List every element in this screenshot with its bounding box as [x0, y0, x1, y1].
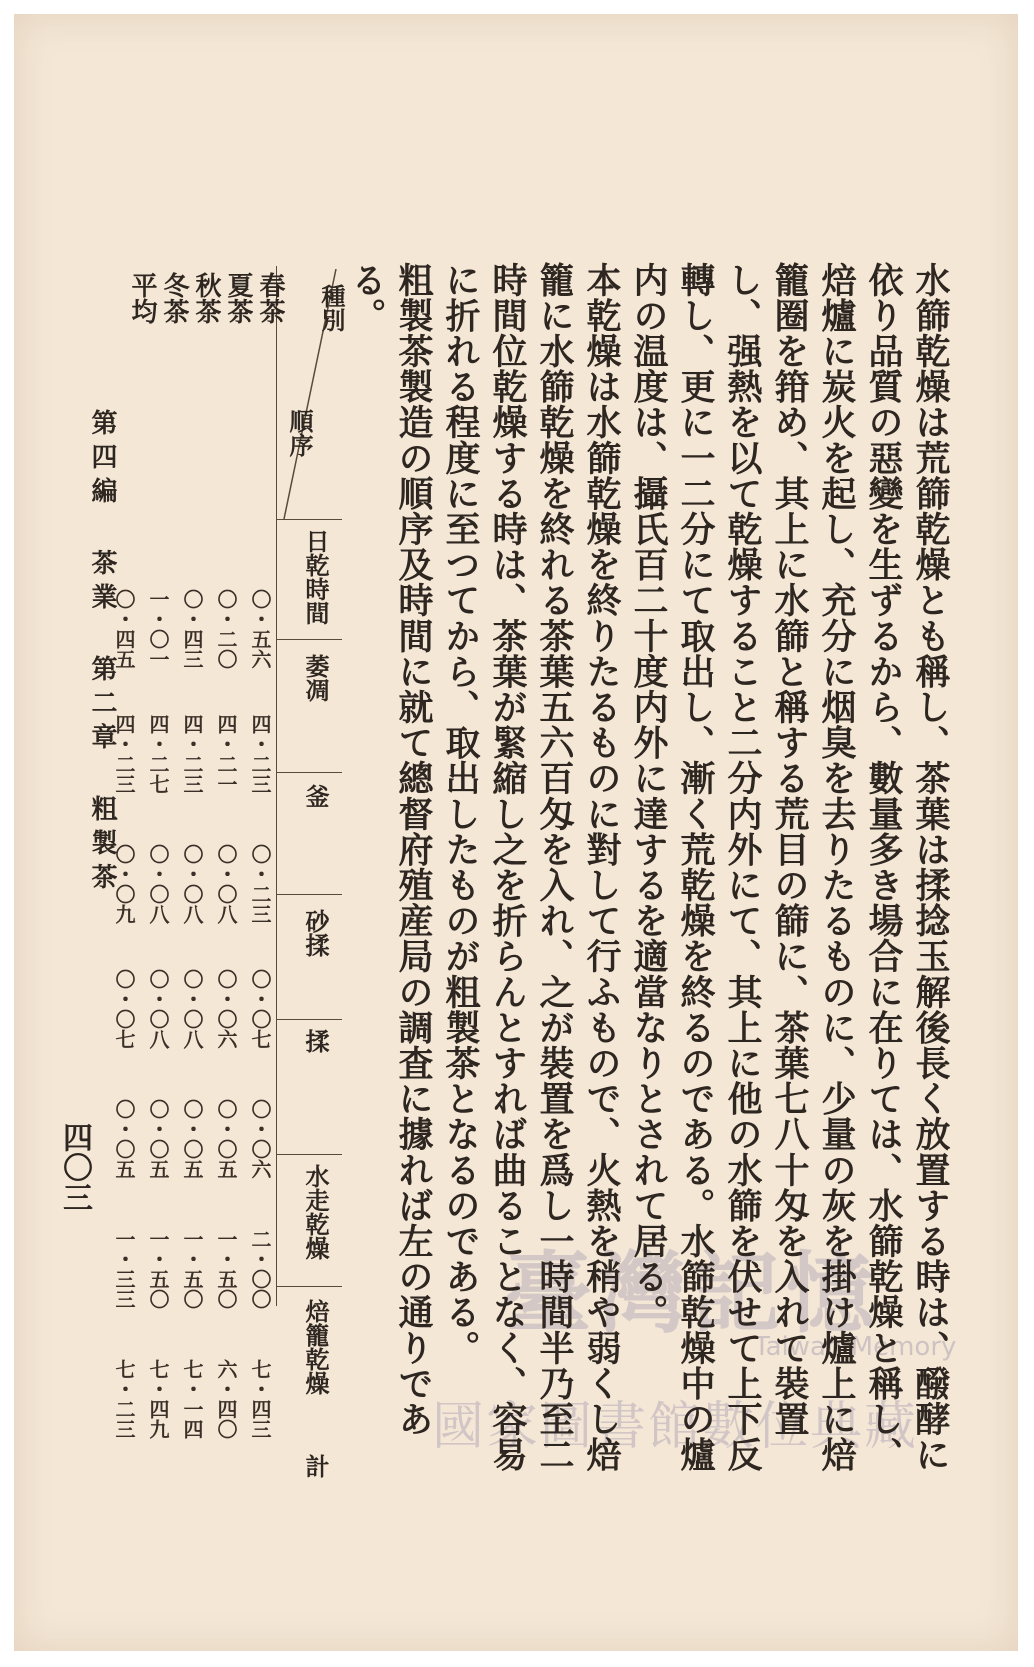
table-cell: 一・三三	[112, 1229, 136, 1309]
col-head-sun-dry: 日乾時間	[301, 529, 330, 625]
watermark-taiwan-memory: 臺灣記憶	[504, 1241, 881, 1345]
paragraph-1: 水篩乾燥は荒篩乾燥とも稱し、茶葉は揉捻玉解後長く放置する時は、醱酵に依り品質の惡變を生ずるから、數量多き場合に在りては、水篩乾燥と稱し、焙爐に炭火を起し、充分に烟臭を去りたるものに、少量の灰を掛け爐上に焙籠圈を箝め、其上に水篩と稱する荒目の篩に、茶葉七八十匁を入れて裝置し、强熱を以て乾燥すること二分内外にて、其上に他の水篩を伏せて上下反轉し、更に一二分にて取出し、漸く荒乾燥を終るのである。水篩乾燥中の爐内の温度は、攝氏百二十度内外に達するを適當なりとされて居る。	[628, 262, 951, 1473]
table-cell: 七・四三	[248, 1359, 272, 1439]
table-cell: 〇・〇六	[248, 1099, 272, 1179]
table-cell: 〇・〇五	[180, 1099, 204, 1179]
col-head-pan: 釜	[301, 784, 330, 808]
row-kind-b: 夏茶	[223, 272, 253, 324]
table-cell: 六・四〇	[214, 1359, 238, 1439]
table-cell: 〇・〇六	[214, 969, 238, 1049]
row-average	[122, 272, 157, 572]
table-cell: 〇・〇八	[180, 969, 204, 1049]
table-rule	[276, 894, 342, 895]
table-cell: 〇・二〇	[214, 589, 238, 669]
table-cell: 二・〇〇	[248, 1229, 272, 1309]
table-cell: 〇・〇九	[112, 844, 136, 924]
row-kind-a: 春茶	[255, 272, 285, 324]
table-rule	[276, 1154, 342, 1155]
table-cell: 四・二三	[248, 714, 272, 794]
table-cell: 〇・〇八	[146, 844, 170, 924]
table-cell: 〇・二三	[248, 844, 272, 924]
table-cell: 〇・〇八	[214, 844, 238, 924]
paragraph-3: 粗製茶製造の順序及時間に就て總督府殖産局の調査に據れば左の通りである。	[346, 262, 434, 1437]
table-cell: 〇・四三	[180, 589, 204, 669]
page-number: 四〇三	[57, 1122, 92, 1212]
table-cell: 七・一四	[180, 1359, 204, 1439]
table-cell: 一・五〇	[214, 1229, 238, 1309]
table-cell: 〇・〇五	[112, 1099, 136, 1179]
col-head-water-dry: 水走乾燥	[301, 1164, 330, 1260]
body-text	[346, 262, 957, 1502]
table-cell: 〇・〇八	[146, 969, 170, 1049]
row-kind-e: 平均	[127, 272, 157, 324]
table-cell: 〇・五六	[248, 589, 272, 669]
watermark-library: 國家圖書館數位典藏	[432, 1397, 919, 1457]
table-cell: 一・〇一	[146, 589, 170, 669]
table-cell: 一・五〇	[180, 1229, 204, 1309]
table-rule	[276, 1019, 342, 1020]
table-rule	[276, 519, 342, 520]
col-head-basket-dry: 焙籠乾燥	[301, 1299, 330, 1395]
table-cell: 四・二三	[112, 714, 136, 794]
table-cell: 四・二一	[214, 714, 238, 794]
book-page	[14, 14, 1018, 1651]
header-kind: 種別	[317, 284, 346, 332]
table-cell: 一・五〇	[146, 1229, 170, 1309]
watermark-latin: Taiwan Memory	[754, 1332, 957, 1362]
table-cell: 〇・〇七	[248, 969, 272, 1049]
table-cell: 〇・〇七	[112, 969, 136, 1049]
header-order: 順序	[285, 409, 314, 457]
running-header: 第四編 茶業 第二章 粗製茶	[87, 409, 117, 897]
col-head-wither: 萎凋	[301, 654, 330, 702]
row-kind-c: 秋茶	[191, 272, 221, 324]
col-head-roll: 揉	[301, 1029, 330, 1053]
table-cell: 七・四九	[146, 1359, 170, 1439]
table-cell: 七・二三	[112, 1359, 136, 1439]
table-cell: 四・二三	[180, 714, 204, 794]
table-cell: 四・二七	[146, 714, 170, 794]
row-kind-d: 冬茶	[159, 272, 189, 324]
table-rule	[276, 1286, 342, 1287]
col-head-sand-roll: 砂揉	[301, 909, 330, 957]
season-labels	[122, 272, 285, 572]
table-cell: 〇・〇五	[214, 1099, 238, 1179]
paragraph-2: 本乾燥は水篩乾燥を終りたるものに對して行ふもので、火熱を稍や弱くし焙籠に水篩乾燥を終れる茶葉五六百匁を入れ、之が裝置を爲し一時間半乃至二時間位乾燥する時は、茶葉が緊縮し之を折らんとすれば曲ることなく、容易に折れる程度に至つてから、取出したものが粗製茶となるのである。	[440, 262, 622, 1473]
table-cell: 〇・四五	[112, 589, 136, 669]
table-rule	[276, 772, 342, 773]
col-head-total: 計	[301, 1454, 330, 1478]
table-cell: 〇・〇八	[180, 844, 204, 924]
table-cell: 〇・〇五	[146, 1099, 170, 1179]
table-rule	[276, 639, 342, 640]
